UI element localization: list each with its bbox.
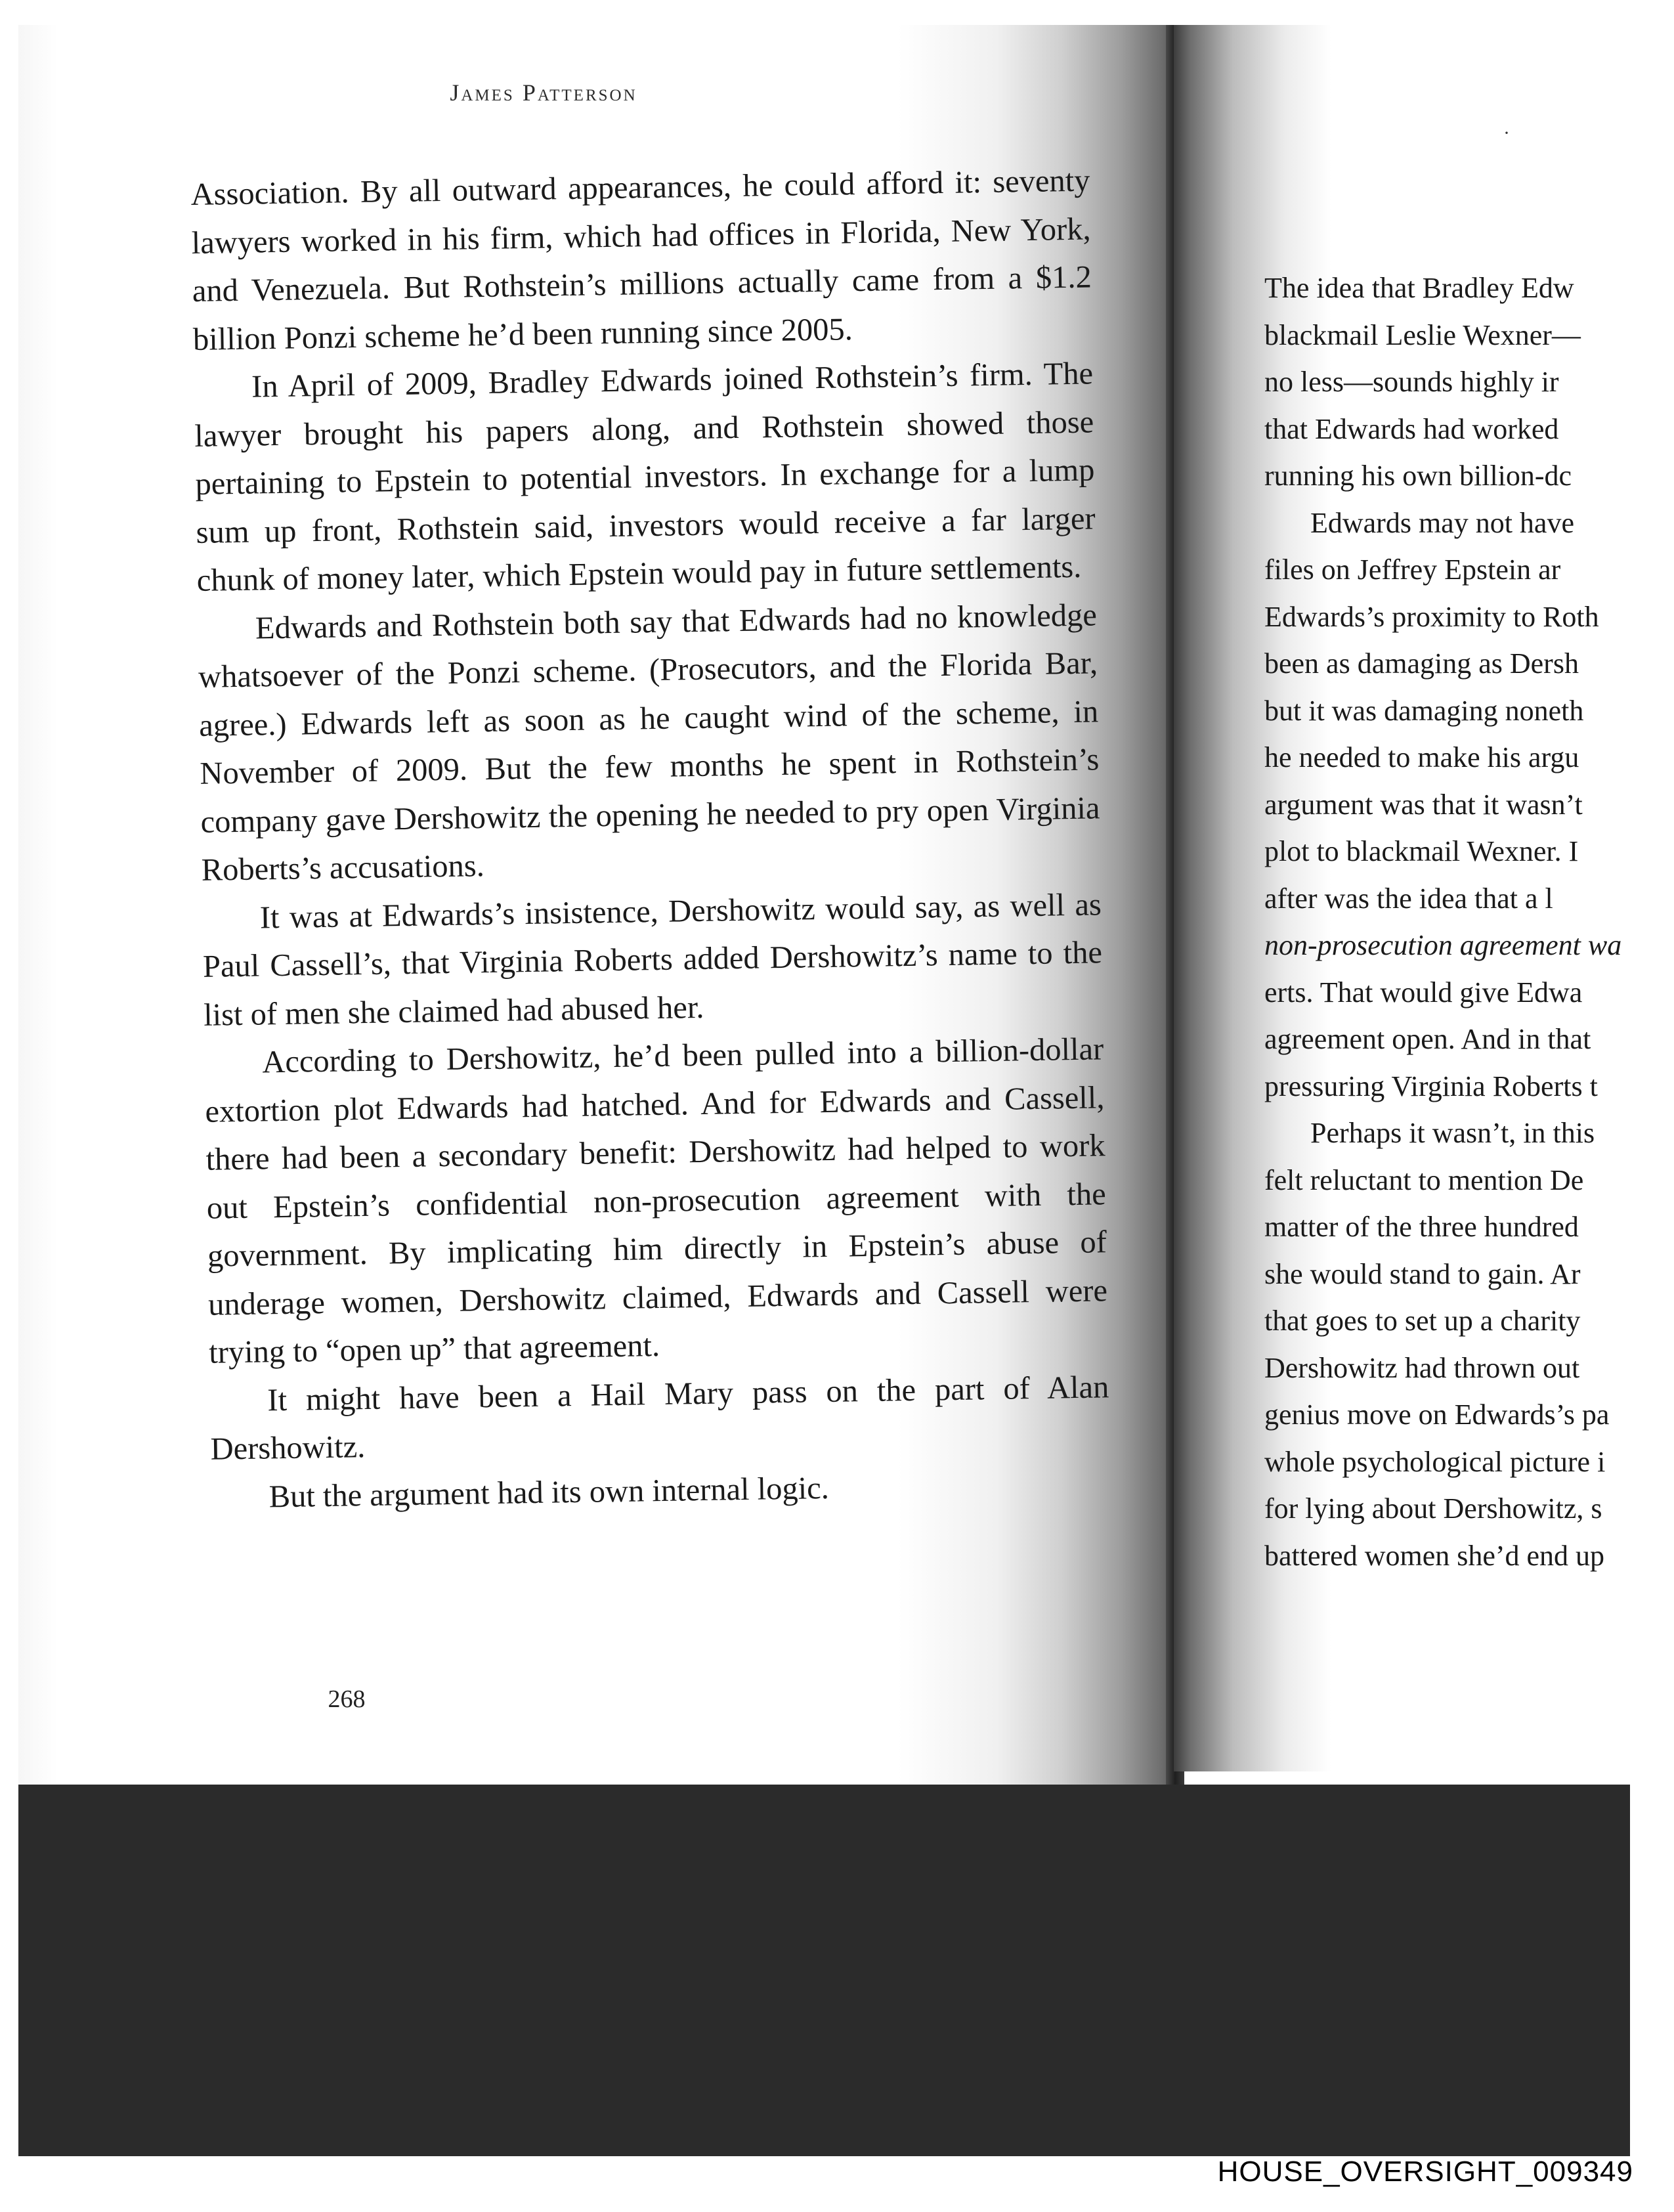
corner-mark: · (1503, 122, 1510, 144)
text-line: pressuring Virginia Roberts t (1264, 1070, 1598, 1102)
left-page-body (190, 156, 1111, 1521)
text-line: he needed to make his argu (1264, 741, 1579, 773)
text-line: whole psychological picture i (1264, 1445, 1606, 1478)
text-line: The idea that Bradley Edw (1264, 272, 1574, 304)
scanner-background (18, 1785, 1630, 2156)
page-number: 268 (328, 1685, 366, 1713)
text-line: argument was that it wasn’t (1264, 788, 1583, 821)
paragraph: Association. By all outward appearances, he could afford it: seventy lawyers worked in his firm, which had offices in Florida, New York, and Venezuela. But Rothstein’s millions actually came from a $1.2 billion Ponzi scheme he’d been running since 2005. (190, 163, 1092, 357)
paragraph: It was at Edwards’s insistence, Dershowitz would say, as well as Paul Cassell’s, that Virginia Roberts added Dershowitz’s name to the list of men she claimed had abused her. (202, 886, 1103, 1033)
right-page-body (1264, 265, 1630, 1579)
text-line: no less—sounds highly ir (1264, 366, 1559, 398)
text-line: felt reluctant to mention De (1264, 1163, 1584, 1196)
paragraph: Edwards and Rothstein both say that Edwards had no knowledge whatsoever of the Ponzi scheme. (Prosecutors, and the Florida Bar, agree.) Edwards left as soon as he caught wind of the scheme, in November of 2009. But the few months he spent in Rothstein’s company gave Dershowitz the opening he needed to pry open Virginia Roberts’s accusations. (198, 597, 1100, 888)
text-line: Perhaps it wasn’t, in this (1310, 1117, 1595, 1149)
text-line: agreement open. And in that (1264, 1023, 1591, 1055)
text-line: blackmail Leslie Wexner— (1264, 318, 1581, 351)
text-line: matter of the three hundred (1264, 1211, 1579, 1243)
paragraph: But the argument had its own internal logic. (268, 1470, 830, 1514)
text-line: Edwards may not have (1310, 506, 1574, 539)
text-line: but it was damaging noneth (1264, 694, 1584, 727)
paragraph: According to Dershowitz, he’d been pulled into a billion-dollar extortion plot Edwards had hatched. And for Edwards and Cassell, there had been a secondary benefit: Dershowitz had helped to work out Epstein’s confidential non-prosecution agreement with the government. By implicating him directly in Epstein’s abuse of underage women, Dershowitz claimed, Edwards and Cassell were trying to “open up” that agreement. (205, 1031, 1108, 1370)
text-line: files on Jeffrey Epstein ar (1264, 553, 1561, 586)
text-line: that Edwards had worked (1264, 412, 1559, 445)
text-line: Edwards’s proximity to Roth (1264, 600, 1599, 633)
text-line: been as damaging as Dersh (1264, 647, 1579, 680)
left-page (18, 25, 1174, 1798)
paragraph: In April of 2009, Bradley Edwards joined Rothstein’s firm. The lawyer brought his papers along, and Rothstein showed those pertaining to Epstein to potential investors. In exchange for a lump sum up front, Rothstein said, investors would receive a far larger chunk of money later, which Epstein would pay in future settlements. (194, 356, 1096, 598)
paragraph: It might have been a Hail Mary pass on the part of Alan Dershowitz. (210, 1369, 1109, 1467)
text-line: for lying about Dershowitz, s (1264, 1492, 1602, 1525)
text-line: erts. That would give Edwa (1264, 976, 1583, 1008)
text-line: she would stand to gain. Ar (1264, 1257, 1581, 1290)
text-line: battered women she’d end up (1264, 1539, 1605, 1572)
running-head: James Patterson (450, 79, 637, 106)
text-line: Dershowitz had thrown out (1264, 1351, 1580, 1384)
text-line: non-prosecution agreement wa (1264, 929, 1622, 961)
bates-number: HOUSE_OVERSIGHT_009349 (1217, 2156, 1633, 2188)
scanned-book-spread (18, 25, 1630, 2156)
text-line: that goes to set up a charity (1264, 1305, 1581, 1337)
text-line: after was the idea that a l (1264, 882, 1553, 915)
text-line: genius move on Edwards’s pa (1264, 1399, 1610, 1431)
text-line: plot to blackmail Wexner. I (1264, 835, 1579, 867)
text-line: running his own billion-dc (1264, 460, 1572, 492)
